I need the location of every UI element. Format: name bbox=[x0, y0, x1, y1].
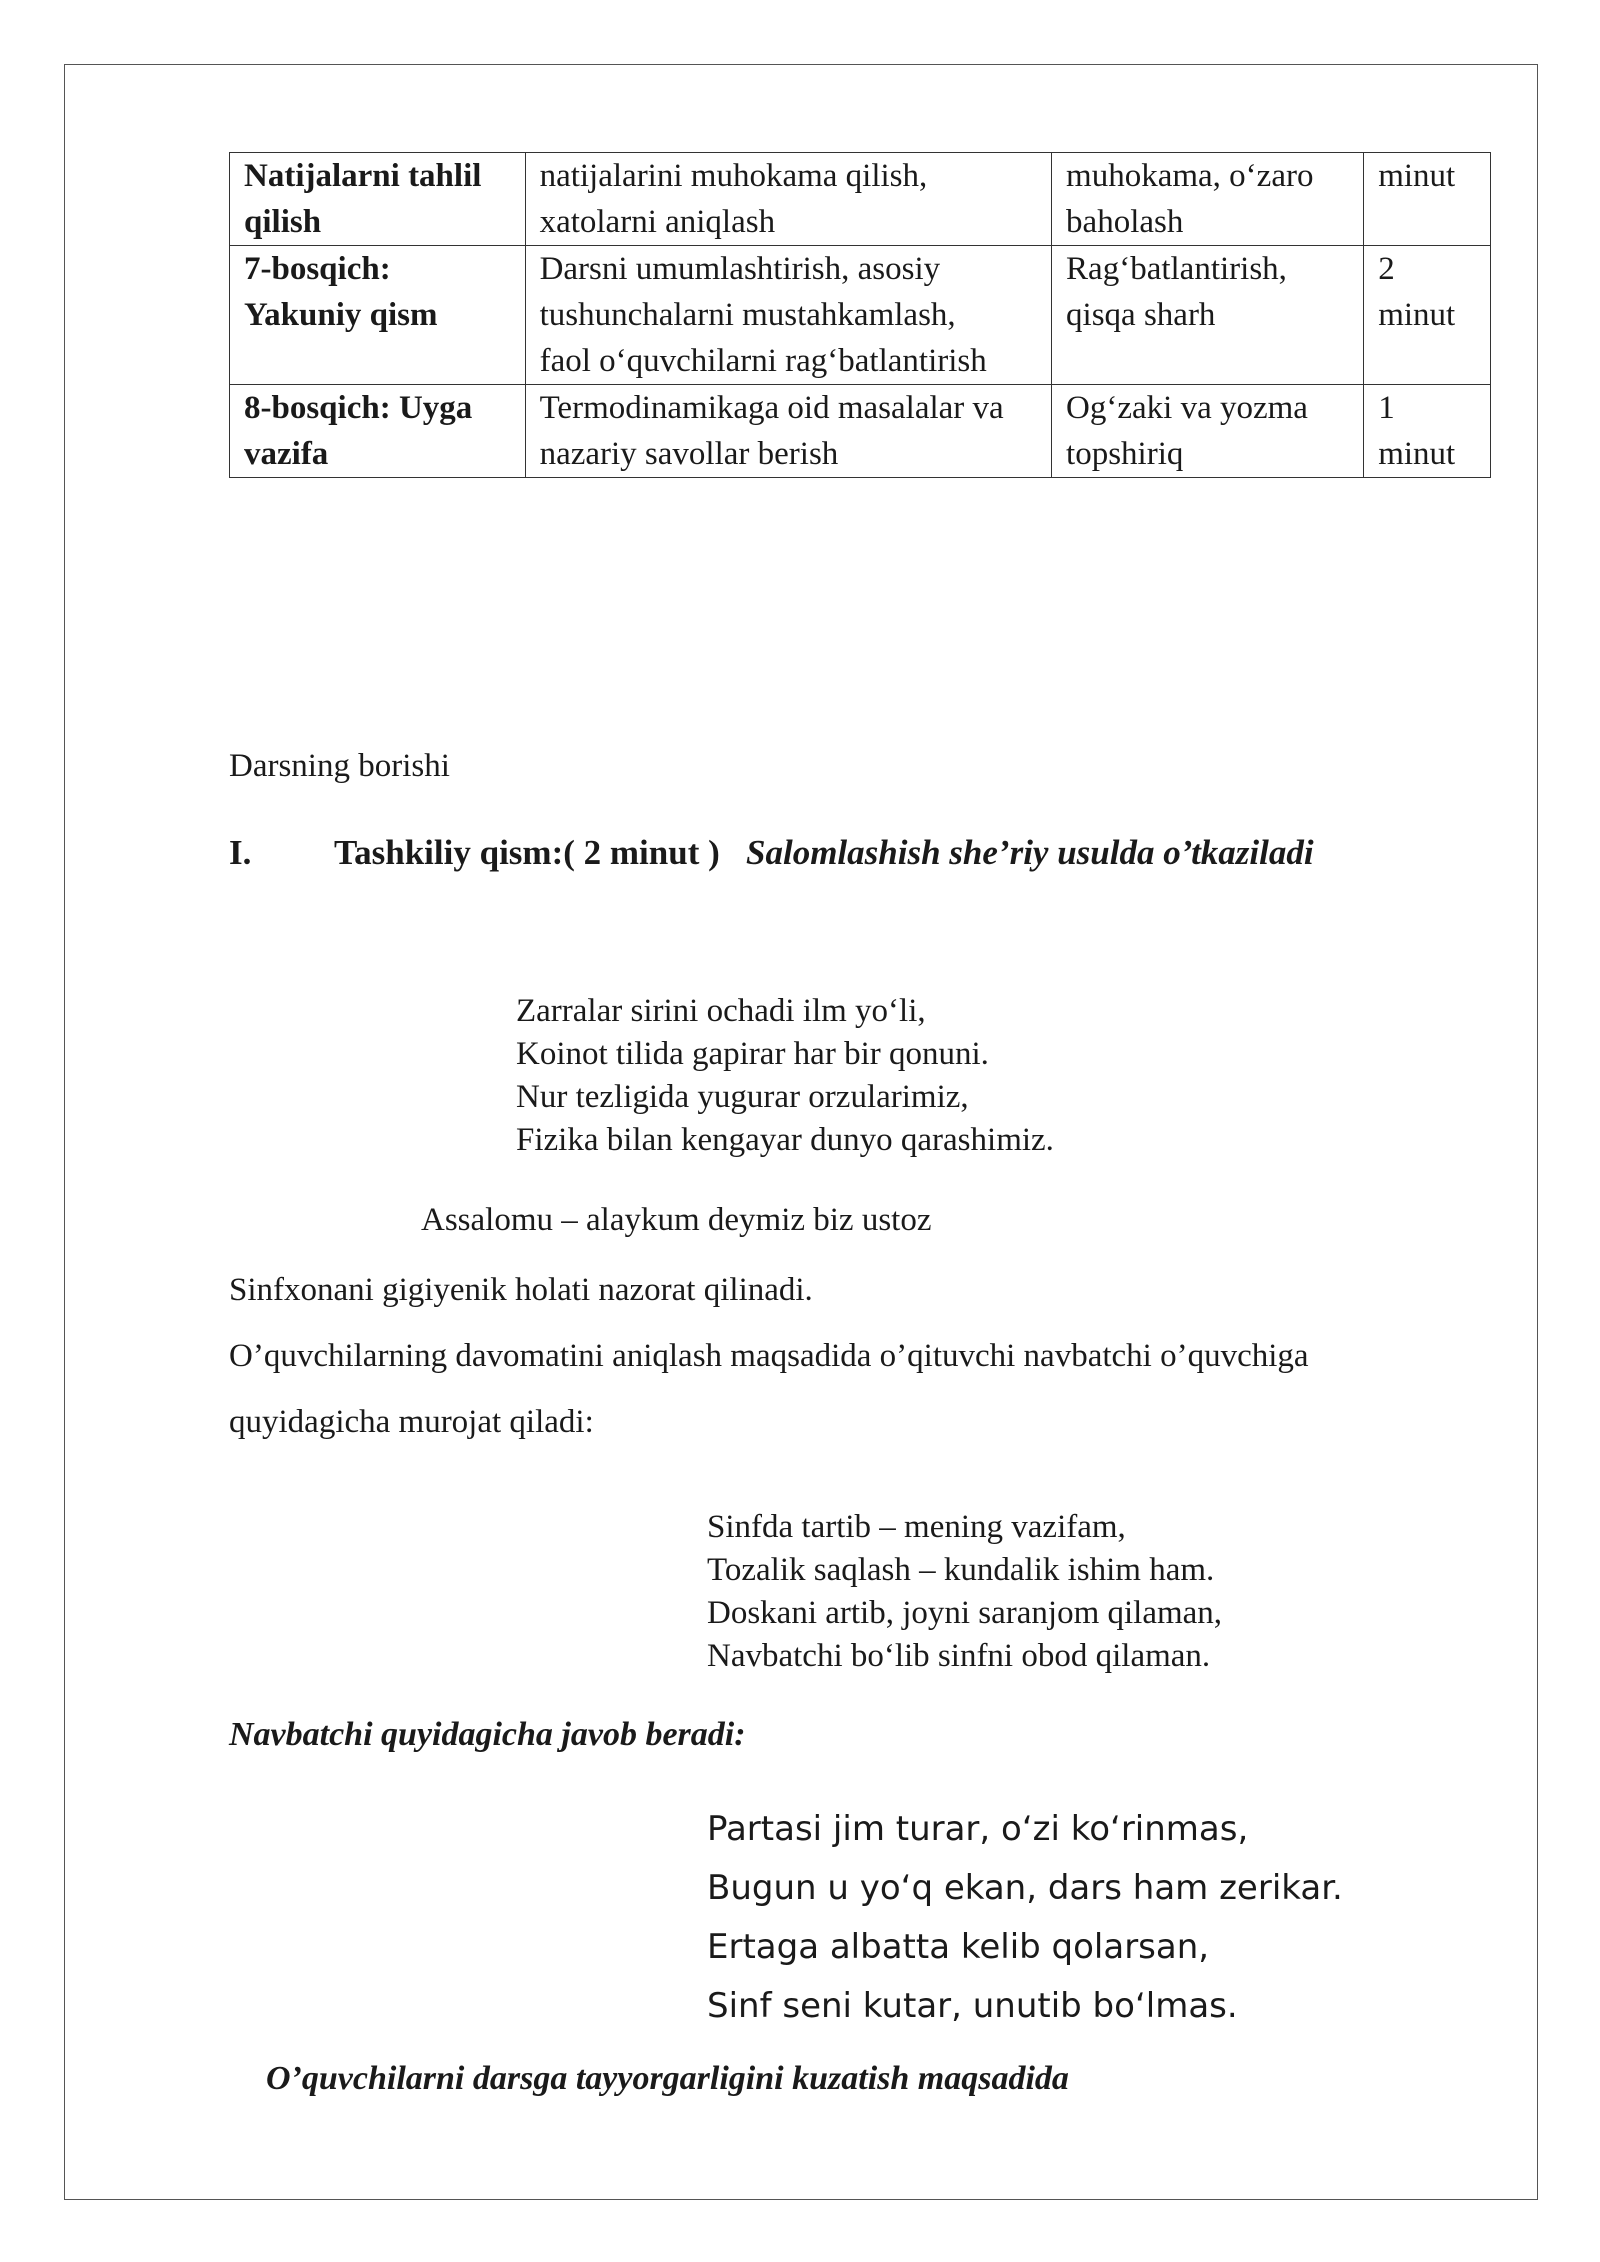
table-row bbox=[230, 153, 1491, 246]
poem-line: Sinfda tartib – mening vazifam, bbox=[707, 1509, 1126, 1545]
stage-cell: 8-bosqich: Uyga vazifa bbox=[230, 385, 526, 478]
section-heading bbox=[334, 833, 1314, 873]
poem-line: Zarralar sirini ochadi ilm yo‘li, bbox=[516, 993, 926, 1029]
poem-line: Doskani artib, joyni saranjom qilaman, bbox=[707, 1595, 1223, 1631]
greeting-poem bbox=[516, 990, 1054, 1162]
content-cell: natijalarini muhokama qilish, xatolarni aniqlash bbox=[525, 153, 1051, 246]
time-cell: 1 minut bbox=[1364, 385, 1491, 478]
duty-answer-poem bbox=[707, 1800, 1343, 2036]
closing-line: O’quvchilarni darsga tayyorgarligini kuzatish maqsadida bbox=[266, 2060, 1069, 2097]
poem-line: Bugun u yo‘q ekan, dars ham zerikar. bbox=[707, 1868, 1343, 1908]
method-cell: muhokama, o‘zaro baholash bbox=[1052, 153, 1364, 246]
table-row bbox=[230, 385, 1491, 478]
attendance-paragraph-line-1: O’quvchilarning davomatini aniqlash maqsadida o’qituvchi navbatchi o’quvchiga bbox=[229, 1338, 1309, 1374]
poem-line: Partasi jim turar, o‘zi ko‘rinmas, bbox=[707, 1809, 1249, 1849]
content-cell: Darsni umumlashtirish, asosiy tushunchalarni mustahkamlash, faol o‘quvchilarni rag‘batlantirish bbox=[525, 246, 1051, 385]
poem-line: Nur tezligida yugurar orzularimiz, bbox=[516, 1079, 969, 1115]
section-number: I. bbox=[229, 833, 252, 872]
lesson-title: Darsning borishi bbox=[229, 748, 450, 784]
stage-cell: Natijalarni tahlil qilish bbox=[230, 153, 526, 246]
hygiene-paragraph: Sinfxonani gigiyenik holati nazorat qilinadi. bbox=[229, 1272, 813, 1308]
poem-line: Navbatchi bo‘lib sinfni obod qilaman. bbox=[707, 1638, 1211, 1674]
poem-line: Ertaga albatta kelib qolarsan, bbox=[707, 1927, 1210, 1967]
method-cell: Og‘zaki va yozma topshiriq bbox=[1052, 385, 1364, 478]
greeting-line: Assalomu – alaykum deymiz biz ustoz bbox=[421, 1202, 932, 1238]
duty-request-poem bbox=[707, 1506, 1222, 1678]
section-title: Tashkiliy qism:( 2 minut ) bbox=[334, 833, 720, 872]
duty-answer-heading: Navbatchi quyidagicha javob beradi: bbox=[229, 1716, 746, 1753]
content-cell: Termodinamikaga oid masalalar va nazariy savollar berish bbox=[525, 385, 1051, 478]
poem-line: Koinot tilida gapirar har bir qonuni. bbox=[516, 1036, 989, 1072]
section-subtitle: Salomlashish she’riy usulda o’tkaziladi bbox=[746, 833, 1314, 872]
method-cell: Rag‘batlantirish, qisqa sharh bbox=[1052, 246, 1364, 385]
poem-line: Tozalik saqlash – kundalik ishim ham. bbox=[707, 1552, 1215, 1588]
table-row bbox=[230, 246, 1491, 385]
poem-line: Fizika bilan kengayar dunyo qarashimiz. bbox=[516, 1122, 1054, 1158]
lesson-plan-table bbox=[229, 152, 1491, 478]
poem-line: Sinf seni kutar, unutib bo‘lmas. bbox=[707, 1986, 1238, 2026]
attendance-paragraph-line-2: quyidagicha murojat qiladi: bbox=[229, 1404, 594, 1440]
stage-cell: 7-bosqich: Yakuniy qism bbox=[230, 246, 526, 385]
time-cell: minut bbox=[1364, 153, 1491, 246]
time-cell: 2 minut bbox=[1364, 246, 1491, 385]
